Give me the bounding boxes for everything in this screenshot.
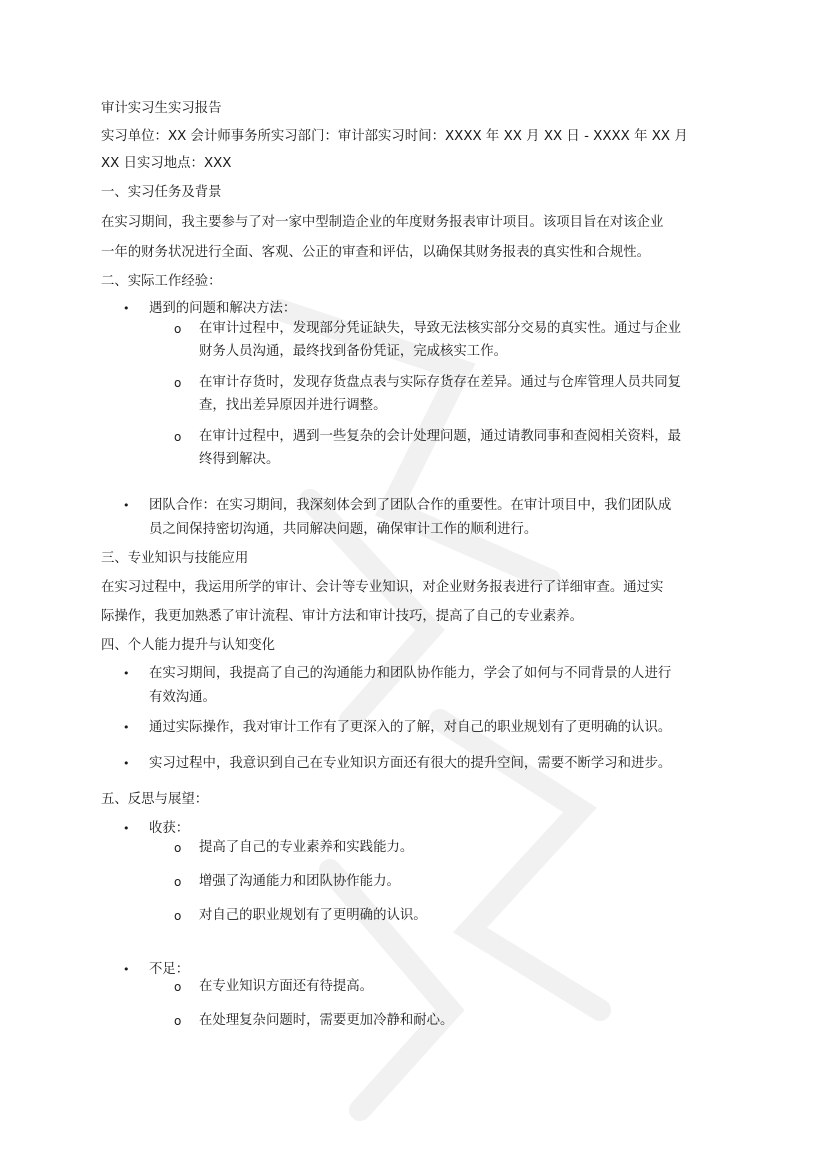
section-4-bullet-3	[101, 752, 779, 776]
section-2-sub-item-1	[101, 318, 829, 363]
section-2-sub-item-3	[101, 426, 829, 471]
sub-item-text: 增强了沟通能力和团队协作能力。	[199, 874, 400, 889]
sub-item-line-1: 在审计存货时，发现存货盘点表与实际存货存在差异。通过与仓库管理人员共同复	[199, 375, 682, 390]
sub-bullet-icon: o	[174, 980, 182, 994]
bullet-icon: •	[123, 757, 130, 770]
sub-item-line-2: 查，找出差异原因并进行调整。	[199, 397, 387, 413]
section-5-gains-item-2	[101, 871, 829, 894]
sub-bullet-icon: o	[174, 909, 182, 923]
sub-item-line-1: 在审计过程中，发现部分凭证缺失，导致无法核实部分交易的真实性。通过与企业	[199, 321, 682, 336]
sub-bullet-icon: o	[174, 376, 182, 390]
sub-bullet-icon: o	[174, 875, 182, 889]
section-2-sub-item-2	[101, 372, 829, 417]
sub-bullet-icon: o	[174, 322, 182, 336]
info-line-2: XX 日实习地点：XXX	[101, 156, 232, 171]
section-4-bullet-2	[101, 716, 779, 740]
section-2-bullet-teamwork	[101, 494, 779, 542]
section-3-heading: 三、专业知识与技能应用	[101, 551, 249, 566]
section-5-shortcomings-item-1	[101, 976, 829, 999]
sub-item-line-1: 在审计过程中，遇到一些复杂的会计处理问题，通过请教同事和查阅相关资料，最	[199, 429, 682, 444]
section-1-para-line-1: 在实习期间，我主要参与了对一家中型制造企业的年度财务报表审计项目。该项目旨在对该企业	[101, 215, 664, 230]
sub-item-text: 在处理复杂问题时，需要更加冷静和耐心。	[199, 1013, 454, 1028]
bullet-text-line-2: 有效沟通。	[149, 690, 216, 705]
bullet-text: 实习过程中，我意识到自己在专业知识方面还有很大的提升空间，需要不断学习和进步。	[149, 756, 672, 771]
bullet-icon: •	[123, 721, 130, 734]
sub-bullet-icon: o	[174, 841, 182, 855]
section-1-heading: 一、实习任务及背景	[101, 185, 222, 200]
sub-item-text: 在专业知识方面还有待提高。	[199, 979, 374, 994]
bullet-text: 遇到的问题和解决方法：	[149, 301, 297, 316]
bullet-text-line-1: 在实习期间，我提高了自己的沟通能力和团队协作能力，学会了如何与不同背景的人进行	[149, 666, 672, 681]
bullet-text: 收获：	[149, 821, 190, 836]
section-5-shortcomings-item-2	[101, 1010, 829, 1033]
bullet-icon: •	[123, 822, 130, 835]
bullet-text: 通过实际操作，我对审计工作有了更深入的了解，对自己的职业规划有了更明确的认识。	[149, 720, 672, 735]
section-1-para-line-2: 一年的财务状况进行全面、客观、公正的审查和评估，以确保其财务报表的真实性和合规性。	[101, 245, 651, 260]
bullet-icon: •	[123, 499, 130, 512]
bullet-icon: •	[123, 302, 130, 315]
section-2-heading: 二、实际工作经验：	[101, 274, 222, 289]
bullet-icon: •	[123, 667, 130, 680]
sub-bullet-icon: o	[174, 1014, 182, 1028]
sub-bullet-icon: o	[174, 430, 182, 444]
bullet-text-line-1: 团队合作：在实习期间，我深刻体会到了团队合作的重要性。在审计项目中，我们团队成	[149, 498, 672, 513]
bullet-text-line-2: 员之间保持密切沟通，共同解决问题，确保审计工作的顺利进行。	[149, 522, 538, 537]
section-4-bullet-1	[101, 662, 779, 710]
info-line-1: 实习单位：XX 会计师事务所实习部门：审计部实习时间：XXXX 年 XX 月 XX 日 - XXXX 年 XX 月	[101, 129, 688, 144]
section-3-para-line-1: 在实习过程中，我运用所学的审计、会计等专业知识，对企业财务报表进行了详细审查。通过实	[101, 580, 664, 595]
sub-item-line-2: 财务人员沟通，最终找到备份凭证，完成核实工作。	[199, 343, 507, 359]
document-title: 审计实习生实习报告	[101, 101, 222, 116]
section-4-heading: 四、个人能力提升与认知变化	[101, 638, 276, 653]
sub-item-line-2: 终得到解决。	[199, 451, 280, 467]
bullet-text: 不足：	[149, 962, 190, 977]
section-5-gains-item-1	[101, 837, 829, 860]
bullet-icon: •	[123, 963, 130, 976]
section-3-para-line-2: 际操作，我更加熟悉了审计流程、审计方法和审计技巧，提高了自己的专业素养。	[101, 609, 584, 624]
sub-item-text: 提高了自己的专业素养和实践能力。	[199, 840, 414, 855]
section-5-gains-item-3	[101, 905, 829, 928]
section-5-heading: 五、反思与展望：	[101, 792, 209, 807]
sub-item-text: 对自己的职业规划有了更明确的认识。	[199, 908, 427, 923]
